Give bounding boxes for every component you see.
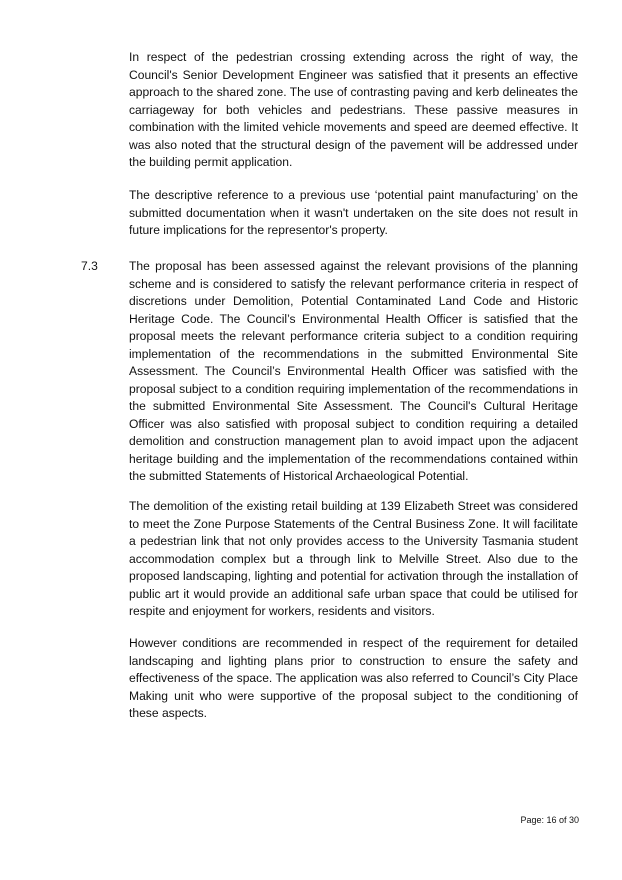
paragraph-demolition: The demolition of the existing retail building at 139 Elizabeth Street was considered to meet the Zone Purpose Statements of the Central Business Zone. It will facilitate a pedestrian link that not only provides access to the University Tasmania student accommodation complex but a through link to Melville Street. Also due to the proposed landscaping, lighting and potential for activation through the installation of public art it would provide an additional safe urban space that could be utilised for respite and enjoyment for workers, residents and visitors. bbox=[129, 499, 578, 618]
paragraph-paint-manufacturing: The descriptive reference to a previous use ‘potential paint manufacturing’ on the submitted documentation when it wasn't undertaken on the site does not result in future implications for the representor's property. bbox=[129, 188, 578, 237]
paragraph-conditions: However conditions are recommended in respect of the requirement for detailed landscaping and lighting plans prior to construction to ensure the safety and effectiveness of the space. The application was also referred to Council’s City Place Making unit who were supportive of the proposal subject to the conditioning of these aspects. bbox=[129, 636, 578, 720]
page-number-footer: Page: 16 of 30 bbox=[520, 815, 579, 825]
paragraph-pedestrian-crossing: In respect of the pedestrian crossing extending across the right of way, the Council's Senior Development Engineer was satisfied that it presents an effective approach to the shared zone. The use of contrasting paving and kerb delineates the carriageway for both vehicles and pedestrians. These passive measures in combination with the limited vehicle movements and speed are deemed effective. It was also noted that the structural design of the pavement will be addressed under the building permit application. bbox=[129, 50, 578, 169]
paragraph-assessment: The proposal has been assessed against the relevant provisions of the planning scheme and is considered to satisfy the relevant performance criteria in respect of discretions under Demolition, Potential Contaminated Land Code and Historic Heritage Code. The Council’s Environmental Health Officer is satisfied that the proposal meets the relevant performance criteria subject to a condition requiring implementation of the recommendations in the submitted Environmental Site Assessment. The Council’s Environmental Health Officer was satisfied with the proposal subject to a condition requiring implementation of the recommendations in the submitted Environmental Site Assessment. The Council's Cultural Heritage Officer was also satisfied with proposal subject to condition requiring a detailed demolition and construction management plan to avoid impact upon the adjacent heritage building and the implementation of the recommendations contained within the submitted Statements of Historical Archaeological Potential. bbox=[129, 259, 578, 483]
section-number: 7.3 bbox=[81, 259, 98, 273]
